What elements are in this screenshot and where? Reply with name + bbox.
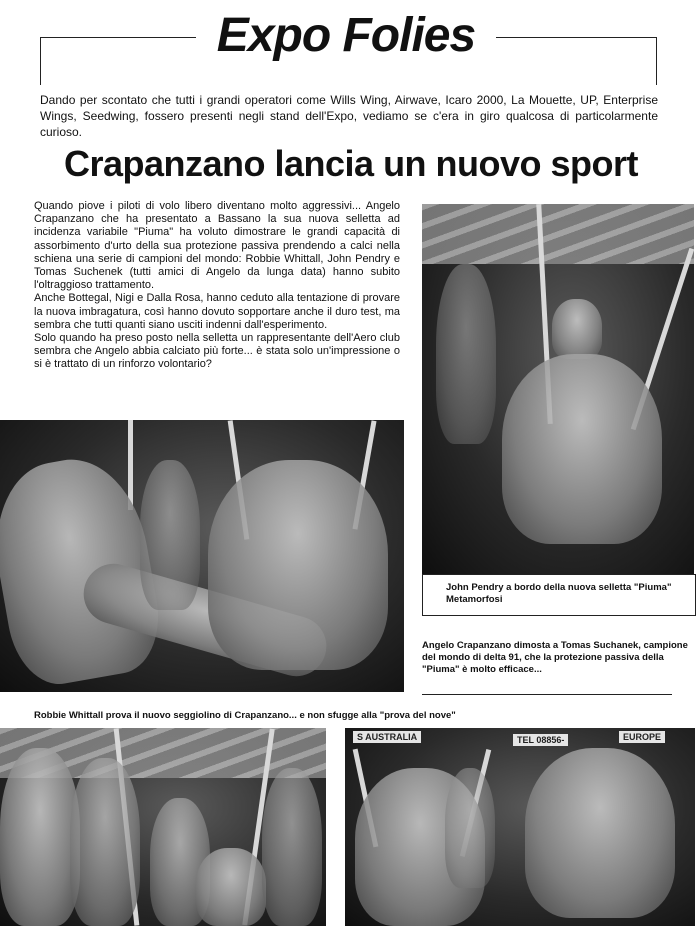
bystander-figure: [436, 264, 496, 444]
header-rule-right-down: [656, 37, 657, 85]
bystander-figure: [140, 460, 200, 610]
page-title: Expo Folies: [196, 4, 496, 68]
stand-banner-left: S AUSTRALIA: [353, 731, 421, 743]
photo-whittall-left: [0, 728, 326, 926]
article-paragraph: Quando piove i piloti di volo libero diventano molto aggressivi... Angelo Crapanzano che ha presentato a Bassano la sua nuova selletta ad incidenza variabile "Piuma" ha voluto dimostrare le grandi capacità di assorbimento d'urto della sua protezione passiva prendendo a calci nella schiena una serie di campioni del mondo: Robbie Whittall, John Pendry e Tomas Suchenek (tutti amici di Angelo da lunga data) hanno subito l'oltraggioso trattamento.: [34, 200, 400, 292]
pilot-figure: [208, 460, 388, 670]
section-divider: [422, 694, 672, 695]
photo-whittall-right: [345, 728, 695, 926]
header-rule-left: [40, 37, 198, 38]
kicker-figure: [525, 748, 675, 918]
photo-suchanek: [0, 420, 404, 692]
bystander-figure: [445, 768, 495, 888]
header-rule-left-down: [40, 37, 41, 85]
stand-banner-right: EUROPE: [619, 731, 665, 743]
tent-roof: [422, 204, 694, 264]
caption-pendry: John Pendry a bordo della nuova selletta "Piuma" Metamorfosi: [446, 582, 672, 605]
caption-suchanek: Angelo Crapanzano dimosta a Tomas Suchanek, campione del mondo di delta 91, che la protezione passiva della "Piuma" è molto efficace...: [422, 640, 688, 675]
pilot-figure: [196, 848, 266, 926]
pilot-figure: [502, 354, 662, 544]
article-paragraph: Anche Bottegal, Nigi e Dalla Rosa, hanno ceduto alla tentazione di provare la nuova imbragatura, così hanno dovuto sopportare anche il duro test, ma sembra che tutti quanti siano usciti indenni dall'esperimento.: [34, 292, 400, 331]
article-headline: Crapanzano lancia un nuovo sport: [63, 143, 639, 184]
intro-text: Dando per scontato che tutti i grandi operatori come Wills Wing, Airwave, Icaro 2000, La Mouette, UP, Enterprise Wings, Seedwing, fossero presenti negli stand dell'Expo, vediamo se c'era in giro qualcosa di particolarmente curioso.: [40, 93, 658, 139]
bystander-figure: [0, 748, 80, 926]
header-rule-right: [494, 37, 657, 38]
caption-whittall: Robbie Whittall prova il nuovo seggiolino di Crapanzano... e non sfugge alla "prova del nove": [34, 710, 456, 721]
article-body: [34, 200, 400, 372]
stand-banner-mid: TEL 08856-: [513, 734, 568, 746]
bystander-figure: [262, 768, 322, 926]
harness-strap: [128, 420, 133, 510]
article-paragraph: Solo quando ha preso posto nella selletta un rappresentante dell'Aero club sembra che Angelo abbia calciato più forte... è stata solo un'impressione o si è trattato di un rinforzo volontario?: [34, 332, 400, 371]
bystander-figure: [70, 758, 140, 926]
pilot-figure: [552, 299, 602, 359]
photo-pendry: [422, 204, 694, 574]
